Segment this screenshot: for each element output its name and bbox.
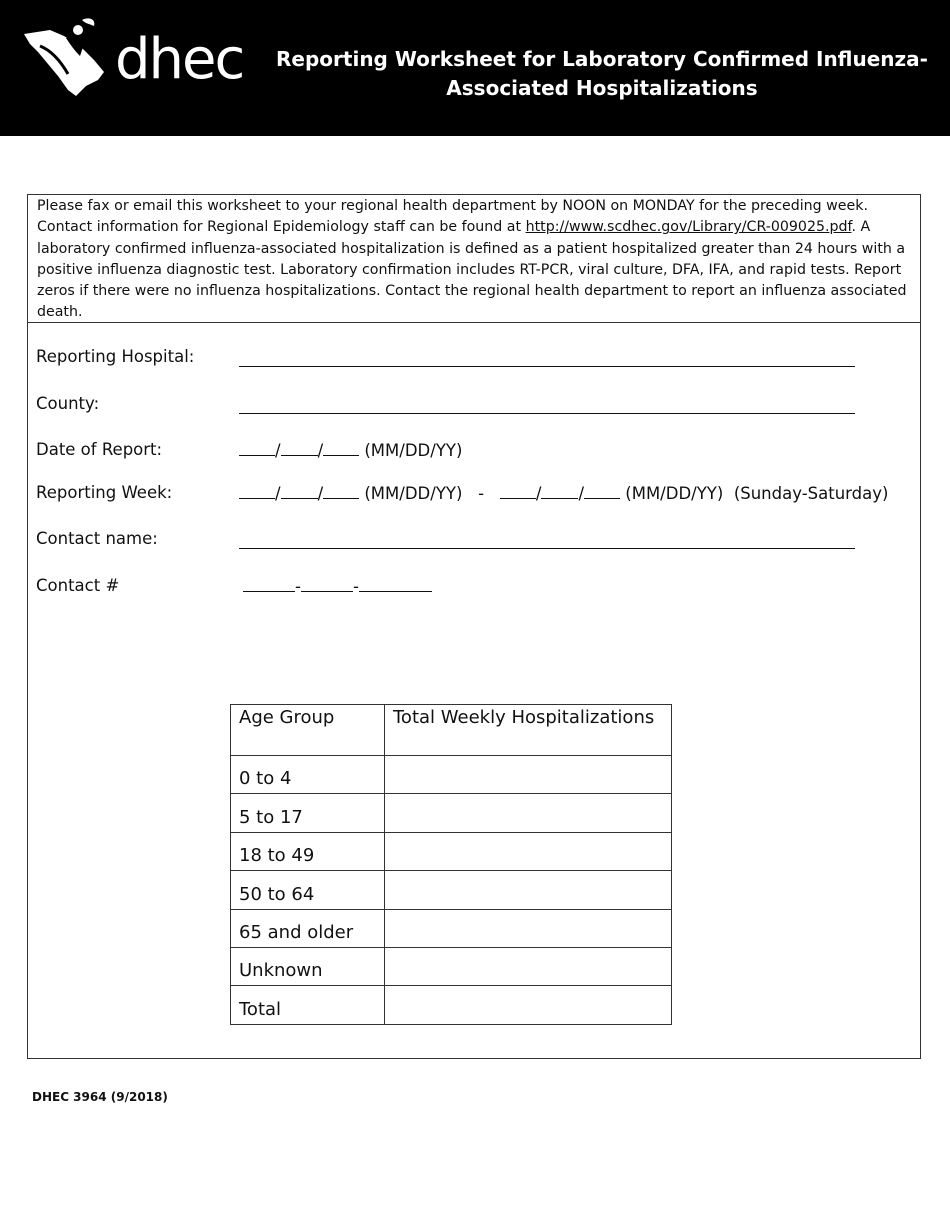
week-start-day-blank[interactable] [281, 483, 318, 499]
date-of-report-label: Date of Report: [36, 440, 163, 459]
week-end-format-hint: (MM/DD/YY) [625, 484, 724, 503]
hospitalizations-input-cell[interactable] [385, 756, 672, 794]
age-group-cell: Unknown [231, 947, 385, 985]
date-format-hint: (MM/DD/YY) [364, 441, 463, 460]
table-header-row [231, 705, 672, 756]
form-identifier: DHEC 3964 (9/2018) [32, 1090, 168, 1104]
week-end-year-blank[interactable] [584, 483, 620, 499]
age-group-cell: 5 to 17 [231, 794, 385, 832]
week-end-day-blank[interactable] [541, 483, 578, 499]
table-row [231, 832, 672, 870]
county-label: County: [36, 394, 100, 413]
week-range-separator: - [478, 484, 485, 503]
hospitalizations-input-cell[interactable] [385, 794, 672, 832]
table-row [231, 871, 672, 909]
reporting-week-label: Reporting Week: [36, 483, 173, 502]
contact-number-label: Contact # [36, 576, 120, 595]
table-row [231, 909, 672, 947]
date-year-blank[interactable] [323, 440, 359, 456]
date-month-blank[interactable] [239, 440, 275, 456]
regional-contacts-link[interactable]: http://www.scdhec.gov/Library/CR-009025.pdf [525, 219, 852, 236]
hospitalizations-input-cell[interactable] [385, 909, 672, 947]
age-group-cell: 65 and older [231, 909, 385, 947]
hospitalizations-input-cell[interactable] [385, 947, 672, 985]
reporting-week-field[interactable]: / / (MM/DD/YY) - / / (MM/DD/YY) (Sunday-Saturday) [239, 483, 888, 504]
total-hospitalizations-header: Total Weekly Hospitalizations [385, 705, 672, 756]
week-start-year-blank[interactable] [323, 483, 359, 499]
reporting-hospital-input[interactable] [239, 351, 855, 367]
instructions-text-2: . A laboratory confirmed influenza-associated hospitalization is defined as a patient hospitalized greater than 24 hours with a positive influenza diagnostic test. Laboratory confirmation includes RT-PCR, viral culture, DFA, IFA, and rapid tests. Report zeros if there were no influenza hospitalizations. Contact the regional health department to report an influenza associated death. [37, 219, 907, 321]
date-day-blank[interactable] [281, 440, 318, 456]
county-input[interactable] [239, 398, 855, 414]
instructions-block [28, 195, 920, 323]
week-start-month-blank[interactable] [239, 483, 275, 499]
week-start-format-hint: (MM/DD/YY) [364, 484, 463, 503]
phone-line-blank[interactable] [359, 576, 432, 592]
logo-wordmark: dhec [115, 27, 244, 92]
instructions-text-1: Please fax or email this worksheet to your regional health department by NOON on MONDAY for the preceding week. Contact information for Regional Epidemiology staff can be found at [37, 198, 868, 236]
contact-number-field[interactable]: - - [243, 576, 432, 597]
hospitalizations-input-cell[interactable] [385, 832, 672, 870]
contact-name-input[interactable] [239, 533, 855, 549]
age-group-header: Age Group [231, 705, 385, 756]
week-end-month-blank[interactable] [500, 483, 536, 499]
table-row [231, 986, 672, 1024]
table-row [231, 947, 672, 985]
contact-name-label: Contact name: [36, 529, 158, 548]
hospitalizations-input-cell[interactable] [385, 871, 672, 909]
age-group-cell: 0 to 4 [231, 756, 385, 794]
table-row [231, 756, 672, 794]
date-of-report-field[interactable]: / / (MM/DD/YY) [239, 440, 462, 461]
age-group-cell: Total [231, 986, 385, 1024]
age-group-cell: 18 to 49 [231, 832, 385, 870]
page-title: Reporting Worksheet for Laboratory Confirmed Influenza-Associated Hospitalizations [276, 47, 928, 100]
week-range-hint: (Sunday-Saturday) [733, 484, 889, 503]
reporting-hospital-label: Reporting Hospital: [36, 347, 195, 366]
hospitalizations-table [230, 704, 672, 1025]
palmetto-state-icon [20, 16, 120, 100]
phone-prefix-blank[interactable] [301, 576, 353, 592]
page-header [0, 0, 950, 136]
phone-area-blank[interactable] [243, 576, 295, 592]
table-row [231, 794, 672, 832]
dhec-logo [20, 16, 244, 100]
hospitalizations-input-cell[interactable] [385, 986, 672, 1024]
age-group-cell: 50 to 64 [231, 871, 385, 909]
